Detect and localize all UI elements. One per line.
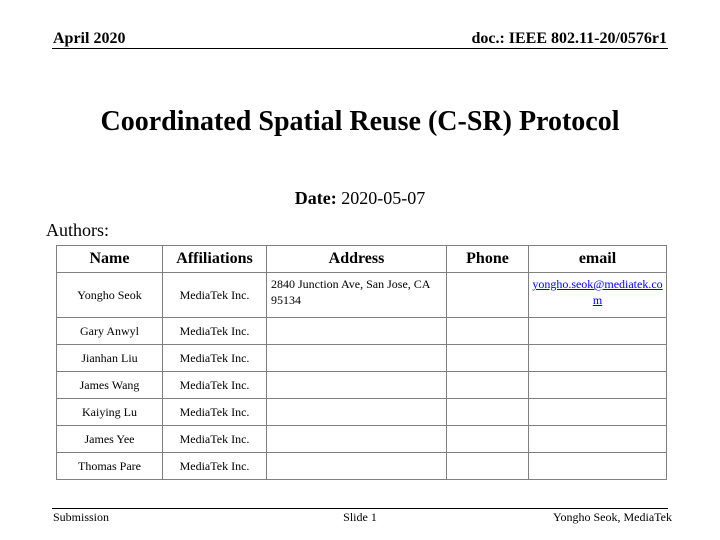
- cell-affiliation: MediaTek Inc.: [163, 453, 267, 480]
- cell-affiliation: MediaTek Inc.: [163, 273, 267, 318]
- cell-address: 2840 Junction Ave, San Jose, CA 95134: [267, 273, 447, 318]
- column-header-email: email: [529, 246, 667, 273]
- cell-name: Kaiying Lu: [57, 399, 163, 426]
- cell-affiliation: MediaTek Inc.: [163, 399, 267, 426]
- header-divider: [52, 48, 668, 49]
- header-date: April 2020: [53, 30, 126, 47]
- header-doc-id: doc.: IEEE 802.11-20/0576r1: [471, 30, 667, 47]
- cell-name: Thomas Pare: [57, 453, 163, 480]
- table-row: [57, 318, 667, 345]
- email-link[interactable]: yongho.seok@mediatek.com: [532, 277, 663, 307]
- column-header-name: Name: [57, 246, 163, 273]
- cell-affiliation: MediaTek Inc.: [163, 318, 267, 345]
- cell-name: Gary Anwyl: [57, 318, 163, 345]
- cell-name: James Wang: [57, 372, 163, 399]
- cell-address: [267, 426, 447, 453]
- cell-email: [529, 372, 667, 399]
- table-header-row: [57, 246, 667, 273]
- cell-email: [529, 273, 667, 318]
- cell-phone: [447, 453, 529, 480]
- date-label: Date:: [294, 188, 337, 208]
- table-row: [57, 453, 667, 480]
- column-header-affiliations: Affiliations: [163, 246, 267, 273]
- cell-name: Jianhan Liu: [57, 345, 163, 372]
- footer-divider: [52, 508, 668, 509]
- date-value: 2020-05-07: [341, 188, 426, 208]
- footer-author: Yongho Seok, MediaTek: [553, 510, 672, 524]
- table-row: [57, 426, 667, 453]
- footer-submission: Submission: [53, 510, 110, 524]
- date-line: [0, 188, 720, 209]
- cell-email: [529, 453, 667, 480]
- cell-address: [267, 399, 447, 426]
- cell-phone: [447, 273, 529, 318]
- cell-email: [529, 318, 667, 345]
- authors-label: Authors:: [46, 220, 109, 240]
- cell-affiliation: MediaTek Inc.: [163, 372, 267, 399]
- cell-phone: [447, 426, 529, 453]
- table-row: [57, 273, 667, 318]
- table-row: [57, 345, 667, 372]
- cell-email: [529, 426, 667, 453]
- cell-address: [267, 453, 447, 480]
- cell-affiliation: MediaTek Inc.: [163, 345, 267, 372]
- cell-affiliation: MediaTek Inc.: [163, 426, 267, 453]
- cell-address: [267, 318, 447, 345]
- column-header-phone: Phone: [447, 246, 529, 273]
- cell-email: [529, 345, 667, 372]
- authors-table: [56, 245, 667, 480]
- table-row: [57, 372, 667, 399]
- table-row: [57, 399, 667, 426]
- footer-slide-number: Slide 1: [343, 510, 377, 524]
- cell-address: [267, 345, 447, 372]
- cell-phone: [447, 345, 529, 372]
- cell-address: [267, 372, 447, 399]
- cell-name: Yongho Seok: [57, 273, 163, 318]
- cell-phone: [447, 318, 529, 345]
- cell-phone: [447, 372, 529, 399]
- cell-email: [529, 399, 667, 426]
- cell-phone: [447, 399, 529, 426]
- slide-title: Coordinated Spatial Reuse (C-SR) Protocol: [100, 106, 620, 137]
- column-header-address: Address: [267, 246, 447, 273]
- cell-name: James Yee: [57, 426, 163, 453]
